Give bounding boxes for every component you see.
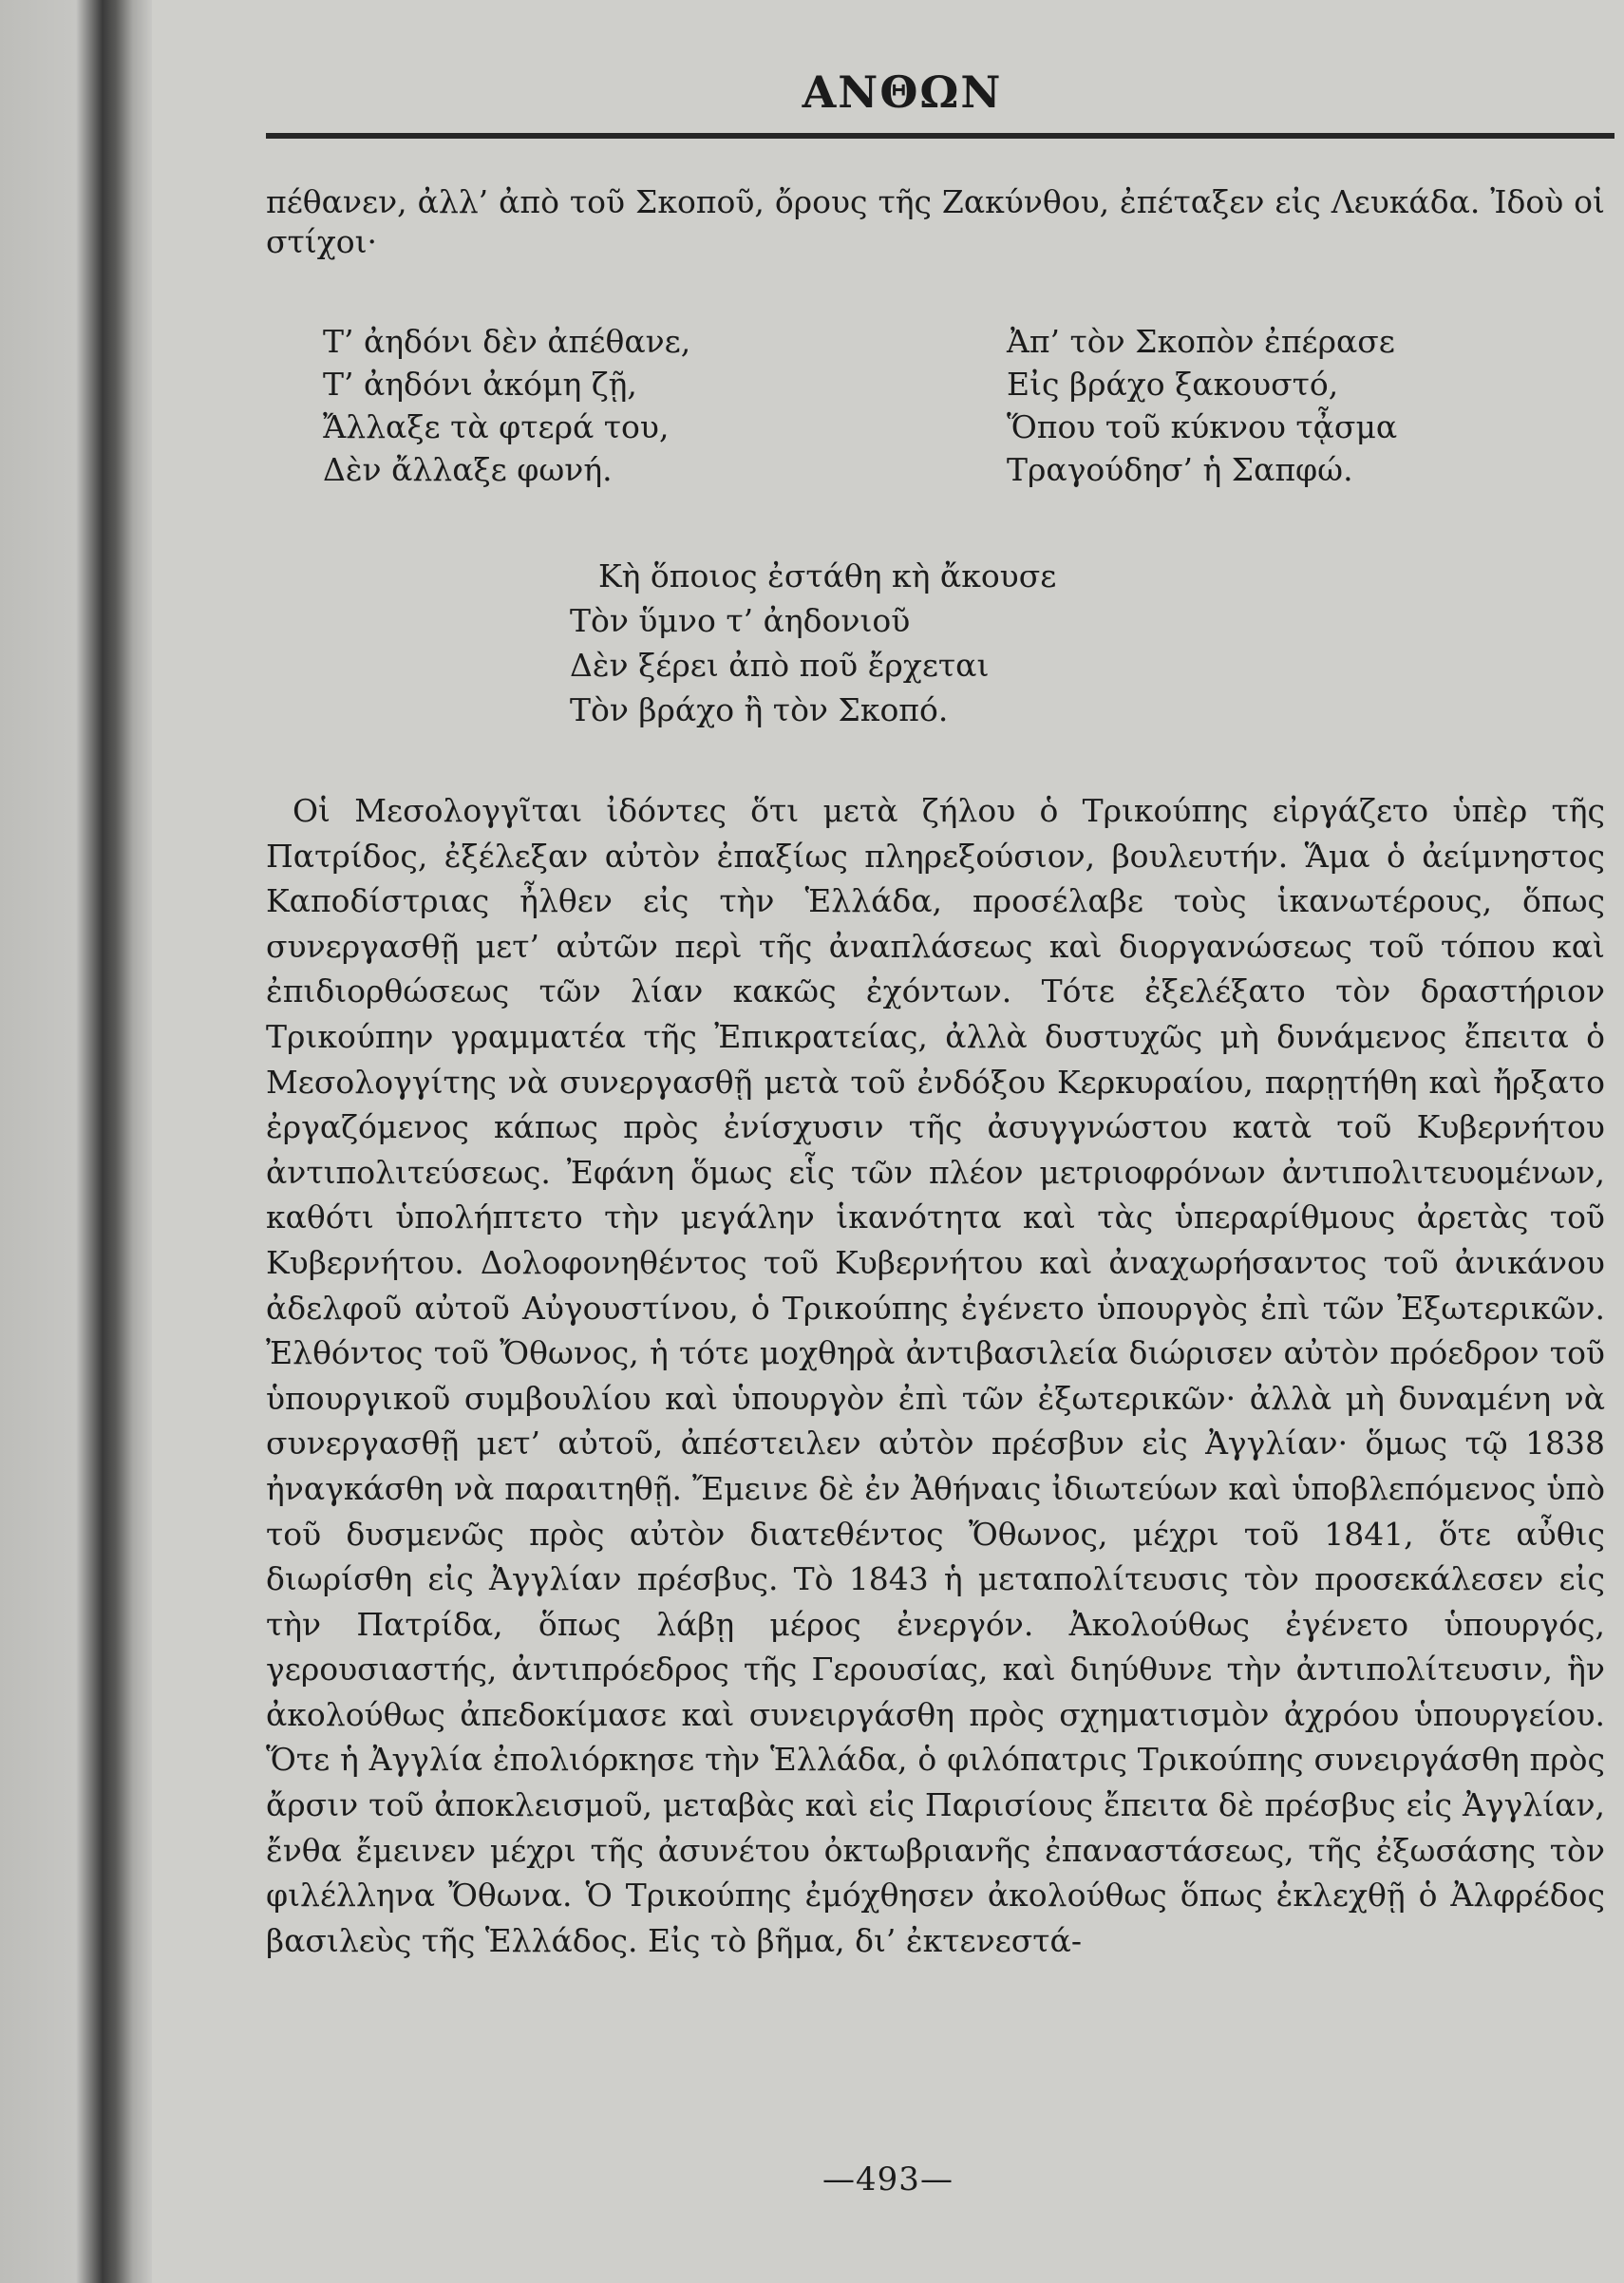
poem-line: Κὴ ὅποιος ἐστάθη κὴ ἄκουσε <box>598 557 1057 594</box>
poem-closing-stanza <box>570 554 1056 732</box>
running-header: ΑΝΘΩΝ <box>802 66 1003 118</box>
header-rule <box>266 133 1615 139</box>
poem-line: Εἰς βράχο ξακουστό, <box>1007 366 1339 403</box>
paragraph-top: πέθανεν, ἀλλ’ ἀπὸ τοῦ Σκοποῦ, ὄρους τῆς Ζακύνθου, ἐπέταξεν εἰς Λευκάδα. Ἰδοὺ οἱ στίχοι· <box>266 183 1605 260</box>
poem-line: Τ’ ἀηδόνι δὲν ἀπέθανε, <box>323 323 691 360</box>
poem-line: Τὸν ὕμνο τ’ ἀηδονιοῦ <box>570 602 911 639</box>
book-page <box>152 0 1624 2283</box>
poem-line: Δὲν ἄλλαξε φωνή. <box>323 451 613 488</box>
paragraph-main: Οἱ Μεσολογγῖται ἰδόντες ὅτι μετὰ ζήλου ὁ Τρικούπης εἰργάζετο ὑπὲρ τῆς Πατρίδος, ἐξέλεξαν αὐτὸν ἐπαξίως πληρεξούσιον, βουλευτήν. Ἅμα ὁ ἀείμνηστος Καποδίστριας ἦλθεν εἰς τὴν Ἑλλάδα, προσέλαβε τοὺς ἱκανωτέρους, ὅπως συνεργασθῇ μετ’ αὐτῶν περὶ τῆς ἀναπλάσεως καὶ διοργανώσεως τοῦ τόπου καὶ ἐπιδιορθώσεως τῶν λίαν κακῶς ἐχόντων. Τότε ἐξελέξατο τὸν δραστήριον Τρικούπην γραμματέα τῆς Ἐπικρατείας, ἀλλὰ δυστυχῶς μὴ δυνάμενος ἔπειτα ὁ Μεσολογγίτης νὰ συνεργασθῇ μετὰ τοῦ ἐνδόξου Κερκυραίου, παρῃτήθη καὶ ἤρξατο ἐργαζόμενος κάπως πρὸς ἐνίσχυσιν τῆς ἀσυγγνώστου κατὰ τοῦ Κυβερνήτου ἀντιπολιτεύσεως. Ἐφάνη ὅμως εἷς τῶν πλέον μετριοφρόνων ἀντιπολιτευομένων, καθότι ὑπολήπτετο τὴν μεγάλην ἱκανότητα καὶ τὰς ὑπεραρίθμους ἀρετὰς τοῦ Κυβερνήτου. Δολοφονηθέντος τοῦ Κυβερνήτου καὶ ἀναχωρήσαντος τοῦ ἀνικάνου ἀδελφοῦ αὐτοῦ Αὐγουστίνου, ὁ Τρικούπης ἐγένετο ὑπουργὸς ἐπὶ τῶν Ἐξωτερικῶν. Ἐλθόντος τοῦ Ὄθωνος, ἡ τότε μοχθηρὰ ἀντιβασιλεία διώρισεν αὐτὸν πρόεδρον τοῦ ὑπουργικοῦ συμβουλίου καὶ ὑπουργὸν ἐπὶ τῶν ἐξωτερικῶν· ἀλλὰ μὴ δυναμένη νὰ συνεργασθῇ μετ’ αὐτοῦ, ἀπέστειλεν αὐτὸν πρέσβυν εἰς Ἀγγλίαν· ὅμως τῷ 1838 ἠναγκάσθη νὰ παραιτηθῇ. Ἔμεινε δὲ ἐν Ἀθήναις ἰδιωτεύων καὶ ὑποβλεπόμενος ὑπὸ τοῦ δυσμενῶς πρὸς αὐτὸν διατεθέντος Ὄθωνος, μέχρι τοῦ 1841, ὅτε αὖθις διωρίσθη εἰς Ἀγγλίαν πρέσβυς. Τὸ 1843 ἡ μεταπολίτευσις τὸν προσεκάλεσεν εἰς τὴν Πατρίδα, ὅπως λάβῃ μέρος ἐνεργόν. Ἀκολούθως ἐγένετο ὑπουργός, γερουσιαστής, ἀντιπρόεδρος τῆς Γερουσίας, καὶ διηύθυνε τὴν ἀντιπολίτευσιν, ἣν ἀκολούθως ἀπεδοκίμασε καὶ συνειργάσθη πρὸς σχηματισμὸν ἀχρόου ὑπουργείου. Ὅτε ἡ Ἀγγλία ἐπολιόρκησε τὴν Ἑλλάδα, ὁ φιλόπατρις Τρικούπης συνειργάσθη πρὸς ἄρσιν τοῦ ἀποκλεισμοῦ, μεταβὰς καὶ εἰς Παρισίους ἔπειτα δὲ πρέσβυς εἰς Ἀγγλίαν, ἔνθα ἔμεινεν μέχρι τῆς ἀσυνέτου ὀκτωβριανῆς ἐπαναστάσεως, τῆς ἐξωσάσης τὸν φιλέλληνα Ὄθωνα. Ὁ Τρικούπης ἐμόχθησεν ἀκολούθως ὅπως ἐκλεχθῇ ὁ Ἀλφρέδος βασιλεὺς τῆς Ἑλλάδος. Εἰς τὸ βῆμα, δι’ ἐκτενεστά- <box>266 792 1605 1959</box>
poem-left-column <box>323 320 690 491</box>
poem-right-column <box>1007 320 1397 491</box>
poem-line: Τὸν βράχο ἢ τὸν Σκοπό. <box>570 691 949 728</box>
poem-line: Δὲν ξέρει ἀπὸ ποῦ ἔρχεται <box>570 647 990 684</box>
poem-line: Ἀπ’ τὸν Σκοπὸν ἐπέρασε <box>1007 323 1395 360</box>
poem-stanzas <box>323 320 1577 510</box>
book-gutter <box>0 0 152 2283</box>
poem-line: Ἄλλαξε τὰ φτερά του, <box>323 408 670 445</box>
page-number: —493— <box>822 2160 954 2198</box>
poem-line: Τραγούδησ’ ἡ Σαπφώ. <box>1007 451 1353 488</box>
poem-line: Τ’ ἀηδόνι ἀκόμη ζῇ, <box>323 366 637 403</box>
poem-line: Ὅπου τοῦ κύκνου τᾆσμα <box>1007 408 1398 445</box>
